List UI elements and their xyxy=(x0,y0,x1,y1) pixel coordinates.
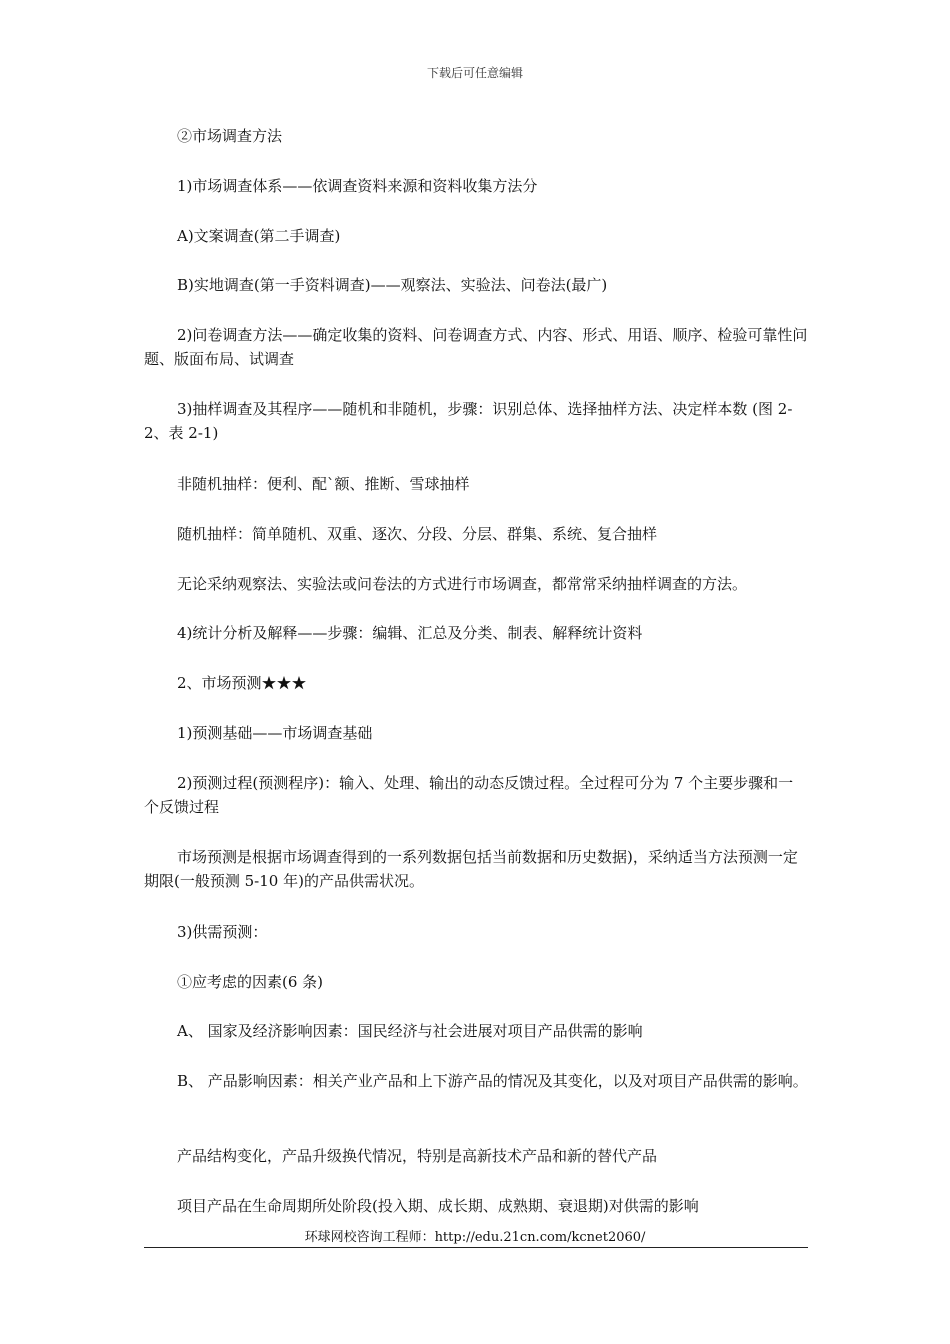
paragraph: 3)供需预测： xyxy=(177,923,268,941)
paragraph: ①应考虑的因素(6 条) xyxy=(177,973,324,991)
footer-divider xyxy=(144,1247,808,1248)
paragraph: 3)抽样调查及其程序——随机和非随机，步骤：识别总体、选择抽样方法、决定样本数 (图 2-2、表 2-1) xyxy=(144,400,793,442)
page-footer: 环球网校咨询工程师：http://edu.21cn.com/kcnet2060/ xyxy=(304,1230,646,1245)
paragraph: 随机抽样：简单随机、双重、逐次、分段、分层、群集、系统、复合抽样 xyxy=(177,525,658,543)
paragraph: 产品结构变化，产品升级换代情况，特别是高新技术产品和新的替代产品 xyxy=(177,1147,658,1165)
paragraph: A、 国家及经济影响因素：国民经济与社会进展对项目产品供需的影响 xyxy=(177,1022,643,1040)
paragraph: B、 产品影响因素：相关产业产品和上下游产品的情况及其变化，以及对项目产品供需的影响。 xyxy=(177,1072,808,1090)
paragraph: 项目产品在生命周期所处阶段(投入期、成长期、成熟期、衰退期)对供需的影响 xyxy=(177,1197,699,1215)
paragraph: A)文案调查(第二手调查) xyxy=(177,227,341,245)
page-header: 下载后可任意编辑 xyxy=(426,66,523,80)
paragraph: B)实地调查(第一手资料调查)——观察法、实验法、问卷法(最广) xyxy=(177,276,608,294)
paragraph: 市场预测是根据市场调查得到的一系列数据包括当前数据和历史数据)，采纳适当方法预测一定期限(一般预测 5-10 年)的产品供需状况。 xyxy=(144,848,798,890)
paragraph: 4)统计分析及解释——步骤：编辑、汇总及分类、制表、解释统计资料 xyxy=(177,624,643,642)
paragraph: 2)问卷调查方法——确定收集的资料、问卷调查方式、内容、形式、用语、顺序、检验可靠性问题、版面布局、试调查 xyxy=(144,326,808,368)
paragraph: 1)预测基础——市场调查基础 xyxy=(177,724,373,742)
paragraph: 2)预测过程(预测程序)：输入、处理、输出的动态反馈过程。全过程可分为 7 个主要步骤和一个反馈过程 xyxy=(144,774,794,816)
section-heading: 2、市场预测★★★ xyxy=(177,674,307,692)
paragraph: ②市场调查方法 xyxy=(177,127,283,145)
paragraph: 1)市场调查体系——依调查资料来源和资料收集方法分 xyxy=(177,177,538,195)
paragraph: 非随机抽样：便利、配`额、推断、雪球抽样 xyxy=(177,475,470,493)
paragraph: 无论采纳观察法、实验法或问卷法的方式进行市场调查，都常常采纳抽样调查的方法。 xyxy=(177,575,748,593)
